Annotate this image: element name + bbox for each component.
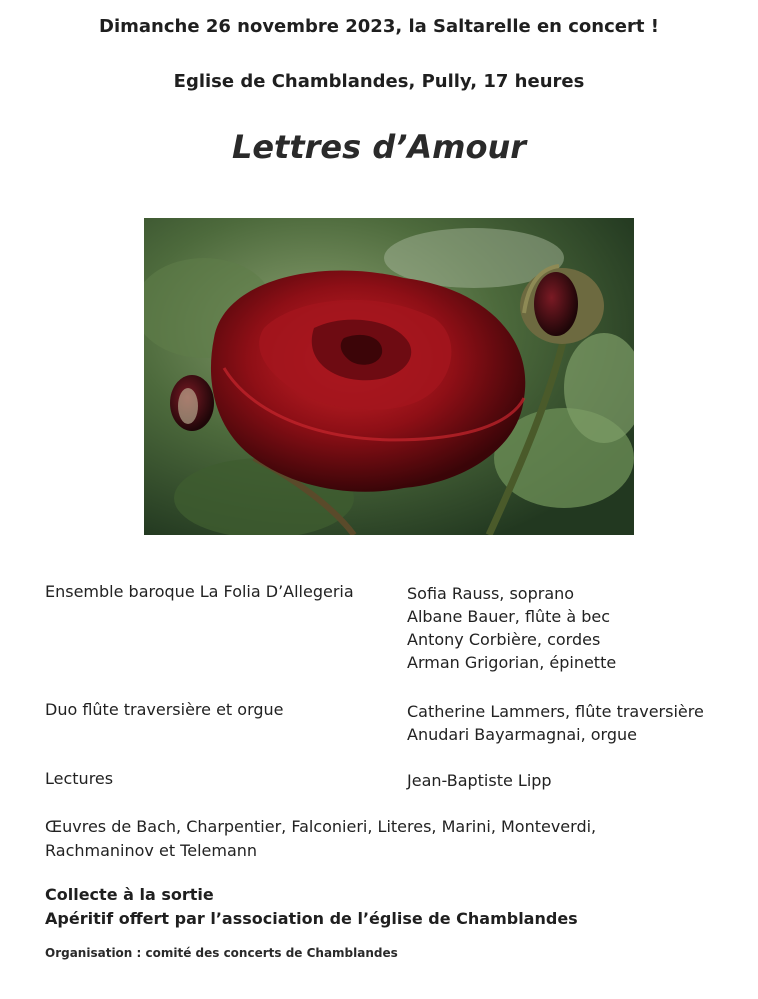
footer-notes	[45, 883, 578, 931]
performer: Sofia Rauss, soprano	[407, 584, 575, 603]
performer: Jean-Baptiste Lipp	[407, 771, 552, 790]
rose-photo	[144, 218, 634, 535]
event-date-heading: Dimanche 26 novembre 2023, la Saltarelle en concert !	[99, 16, 659, 37]
collect-note: Collecte à la sortie	[45, 885, 214, 904]
ensemble-performers	[407, 700, 704, 746]
performer: Anudari Bayarmagnai, orgue	[407, 725, 637, 744]
ensemble-performers	[407, 769, 552, 792]
ensemble-name: Duo flûte traversière et orgue	[45, 700, 284, 719]
organisation-note: Organisation : comité des concerts de Chamblandes	[45, 946, 398, 960]
performer: Arman Grigorian, épinette	[407, 653, 617, 672]
ensemble-name: Ensemble baroque La Folia D’Allegeria	[45, 582, 354, 601]
aperitif-note: Apéritif offert par l’association de l’église de Chamblandes	[45, 909, 578, 928]
ensemble-name: Lectures	[45, 769, 114, 788]
event-venue-heading: Eglise de Chamblandes, Pully, 17 heures	[173, 71, 585, 92]
performer: Catherine Lammers, flûte traversière	[407, 702, 704, 721]
ensemble-performers	[407, 582, 616, 674]
concert-title: Lettres d’Amour	[231, 128, 527, 166]
performer: Antony Corbière, cordes	[407, 630, 601, 649]
works-list: Œuvres de Bach, Charpentier, Falconieri, Literes, Marini, Monteverdi, Rachmaninov et Telemann	[45, 817, 597, 860]
performer: Albane Bauer, flûte à bec	[407, 607, 611, 626]
